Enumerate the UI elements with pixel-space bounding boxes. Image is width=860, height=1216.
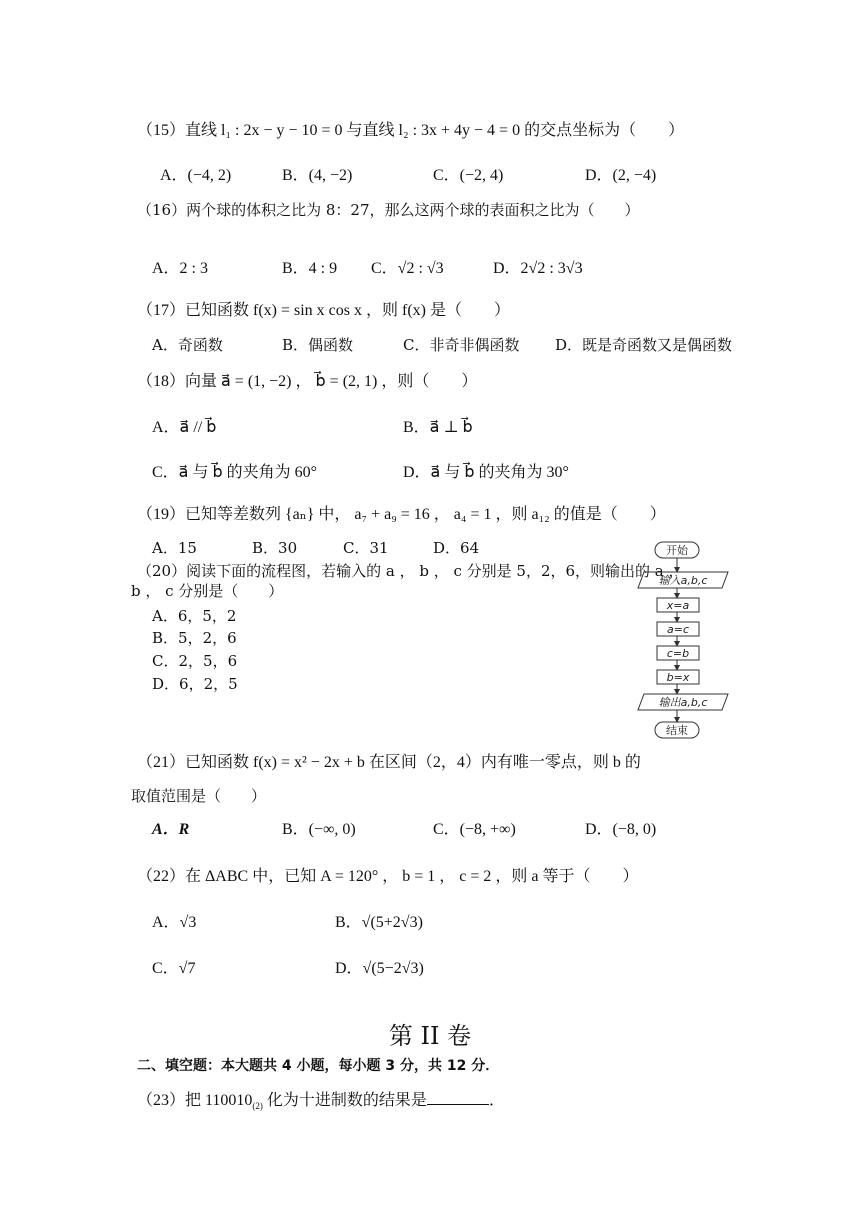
q22-option-c: C．√7	[152, 960, 196, 977]
q18-option-d: D．a⃗ 与 b⃗ 的夹角为 30°	[403, 464, 569, 481]
q21-option-a: A．R	[152, 821, 190, 838]
q17-option-a: A．奇函数	[152, 336, 223, 354]
q21-stem-line2: 取值范围是（ ）	[131, 787, 267, 805]
q20-option-c: C．2，5，6	[152, 652, 238, 670]
q15-stem: （15）直线 l₁ : 2x − y − 10 = 0 与直线 l₂ : 3x + 4y − 4 = 0 的交点坐标为（ ）	[137, 122, 685, 139]
q19-stem: （19）已知等差数列 {aₙ} 中， a₇ + a₉ = 16 ， a₄ = 1 ，则 a₁₂ 的值是（ ）	[137, 506, 666, 523]
flowchart-step-a-c-text: a=c	[666, 623, 690, 636]
q23-stem-suffix: 化为十进制数的结果是	[262, 1092, 427, 1109]
q16-option-c: C．√2 : √3	[371, 260, 444, 277]
q18-option-b: B．a⃗ ⊥ b⃗	[403, 419, 473, 436]
flowchart-step-x-a-text: x=a	[666, 599, 690, 612]
q20-option-d: D．6，2，5	[152, 675, 238, 693]
q21-option-b: B．(−∞, 0)	[282, 821, 356, 838]
q17-option-d: D．既是奇函数又是偶函数	[555, 336, 733, 354]
q20-option-a: A．6，5，2	[152, 607, 237, 625]
q16-stem: （16）两个球的体积之比为 8：27，那么这两个球的表面积之比为（ ）	[137, 201, 640, 219]
q19-option-b: B．30	[252, 539, 298, 557]
q23-answer-blank[interactable]	[427, 1090, 489, 1105]
q17-option-b: B．偶函数	[282, 336, 354, 354]
q22-option-b: B．√(5+2√3)	[335, 914, 423, 931]
flowchart	[630, 540, 740, 740]
q19-option-d: D．64	[433, 539, 480, 557]
q20-stem-line1: （20）阅读下面的流程图，若输入的 a ， b ， c 分别是 5，2，6，则输出的 a ，	[137, 562, 684, 580]
flowchart-output-text: 输出a,b,c	[658, 696, 708, 709]
q16-option-a: A．2 : 3	[152, 260, 209, 277]
flowchart-input-text: 输入a,b,c	[658, 574, 708, 587]
q22-option-a: A．√3	[152, 914, 197, 931]
flowchart-start-text: 开始	[666, 544, 688, 557]
q15-option-d: D．(2, −4)	[585, 167, 657, 184]
q18-option-a: A．a⃗ // b⃗	[152, 419, 217, 436]
flowchart-end-text: 结束	[666, 724, 688, 737]
q22-stem: （22）在 ΔABC 中，已知 A = 120° ， b = 1 ， c = 2 ，则 a 等于（ ）	[137, 868, 639, 885]
part-title: 第 II 卷	[388, 1022, 472, 1050]
q19-option-a: A．15	[152, 539, 197, 557]
flowchart-step-c-b-text: c=b	[666, 647, 690, 660]
q21-option-d: D．(−8, 0)	[585, 821, 657, 838]
q20-stem-line2: b ， c 分别是（ ）	[131, 582, 284, 600]
q18-stem: （18）向量 a⃗ = (1, −2) ， b⃗ = (2, 1) ，则（ ）	[137, 373, 478, 390]
q15-option-c: C．(−2, 4)	[433, 167, 504, 184]
section-heading: 二、填空题：本大题共 4 小题，每小题 3 分，共 12 分．	[137, 1058, 500, 1074]
q15-option-b: B．(4, −2)	[282, 167, 353, 184]
q16-option-b: B．4 : 9	[282, 260, 338, 277]
q18-option-c: C．a⃗ 与 b⃗ 的夹角为 60°	[152, 464, 318, 481]
q17-option-c: C．非奇非偶函数	[403, 336, 520, 354]
q17-stem: （17）已知函数 f(x) = sin x cos x ，则 f(x) 是（ ）	[137, 302, 510, 319]
q21-stem-line1: （21）已知函数 f(x) = x² − 2x + b 在区间（2，4）内有唯一零点，则 b 的	[137, 754, 641, 771]
q23-stem-prefix: （23）把 110010	[137, 1092, 253, 1109]
q23-stem-end: ．	[488, 1092, 505, 1109]
q21-option-c: C．(−8, +∞)	[433, 821, 516, 838]
q22-option-d: D．√(5−2√3)	[335, 960, 424, 977]
q19-option-c: C．31	[343, 539, 389, 557]
flowchart-step-b-x-text: b=x	[666, 671, 690, 684]
q15-option-a: A．(−4, 2)	[160, 167, 232, 184]
q23-base-subscript: (2)	[252, 1101, 263, 1112]
q20-option-b: B．5，2，6	[152, 629, 237, 647]
q16-option-d: D．2√2 : 3√3	[493, 260, 583, 277]
q23-stem	[137, 1087, 505, 1111]
